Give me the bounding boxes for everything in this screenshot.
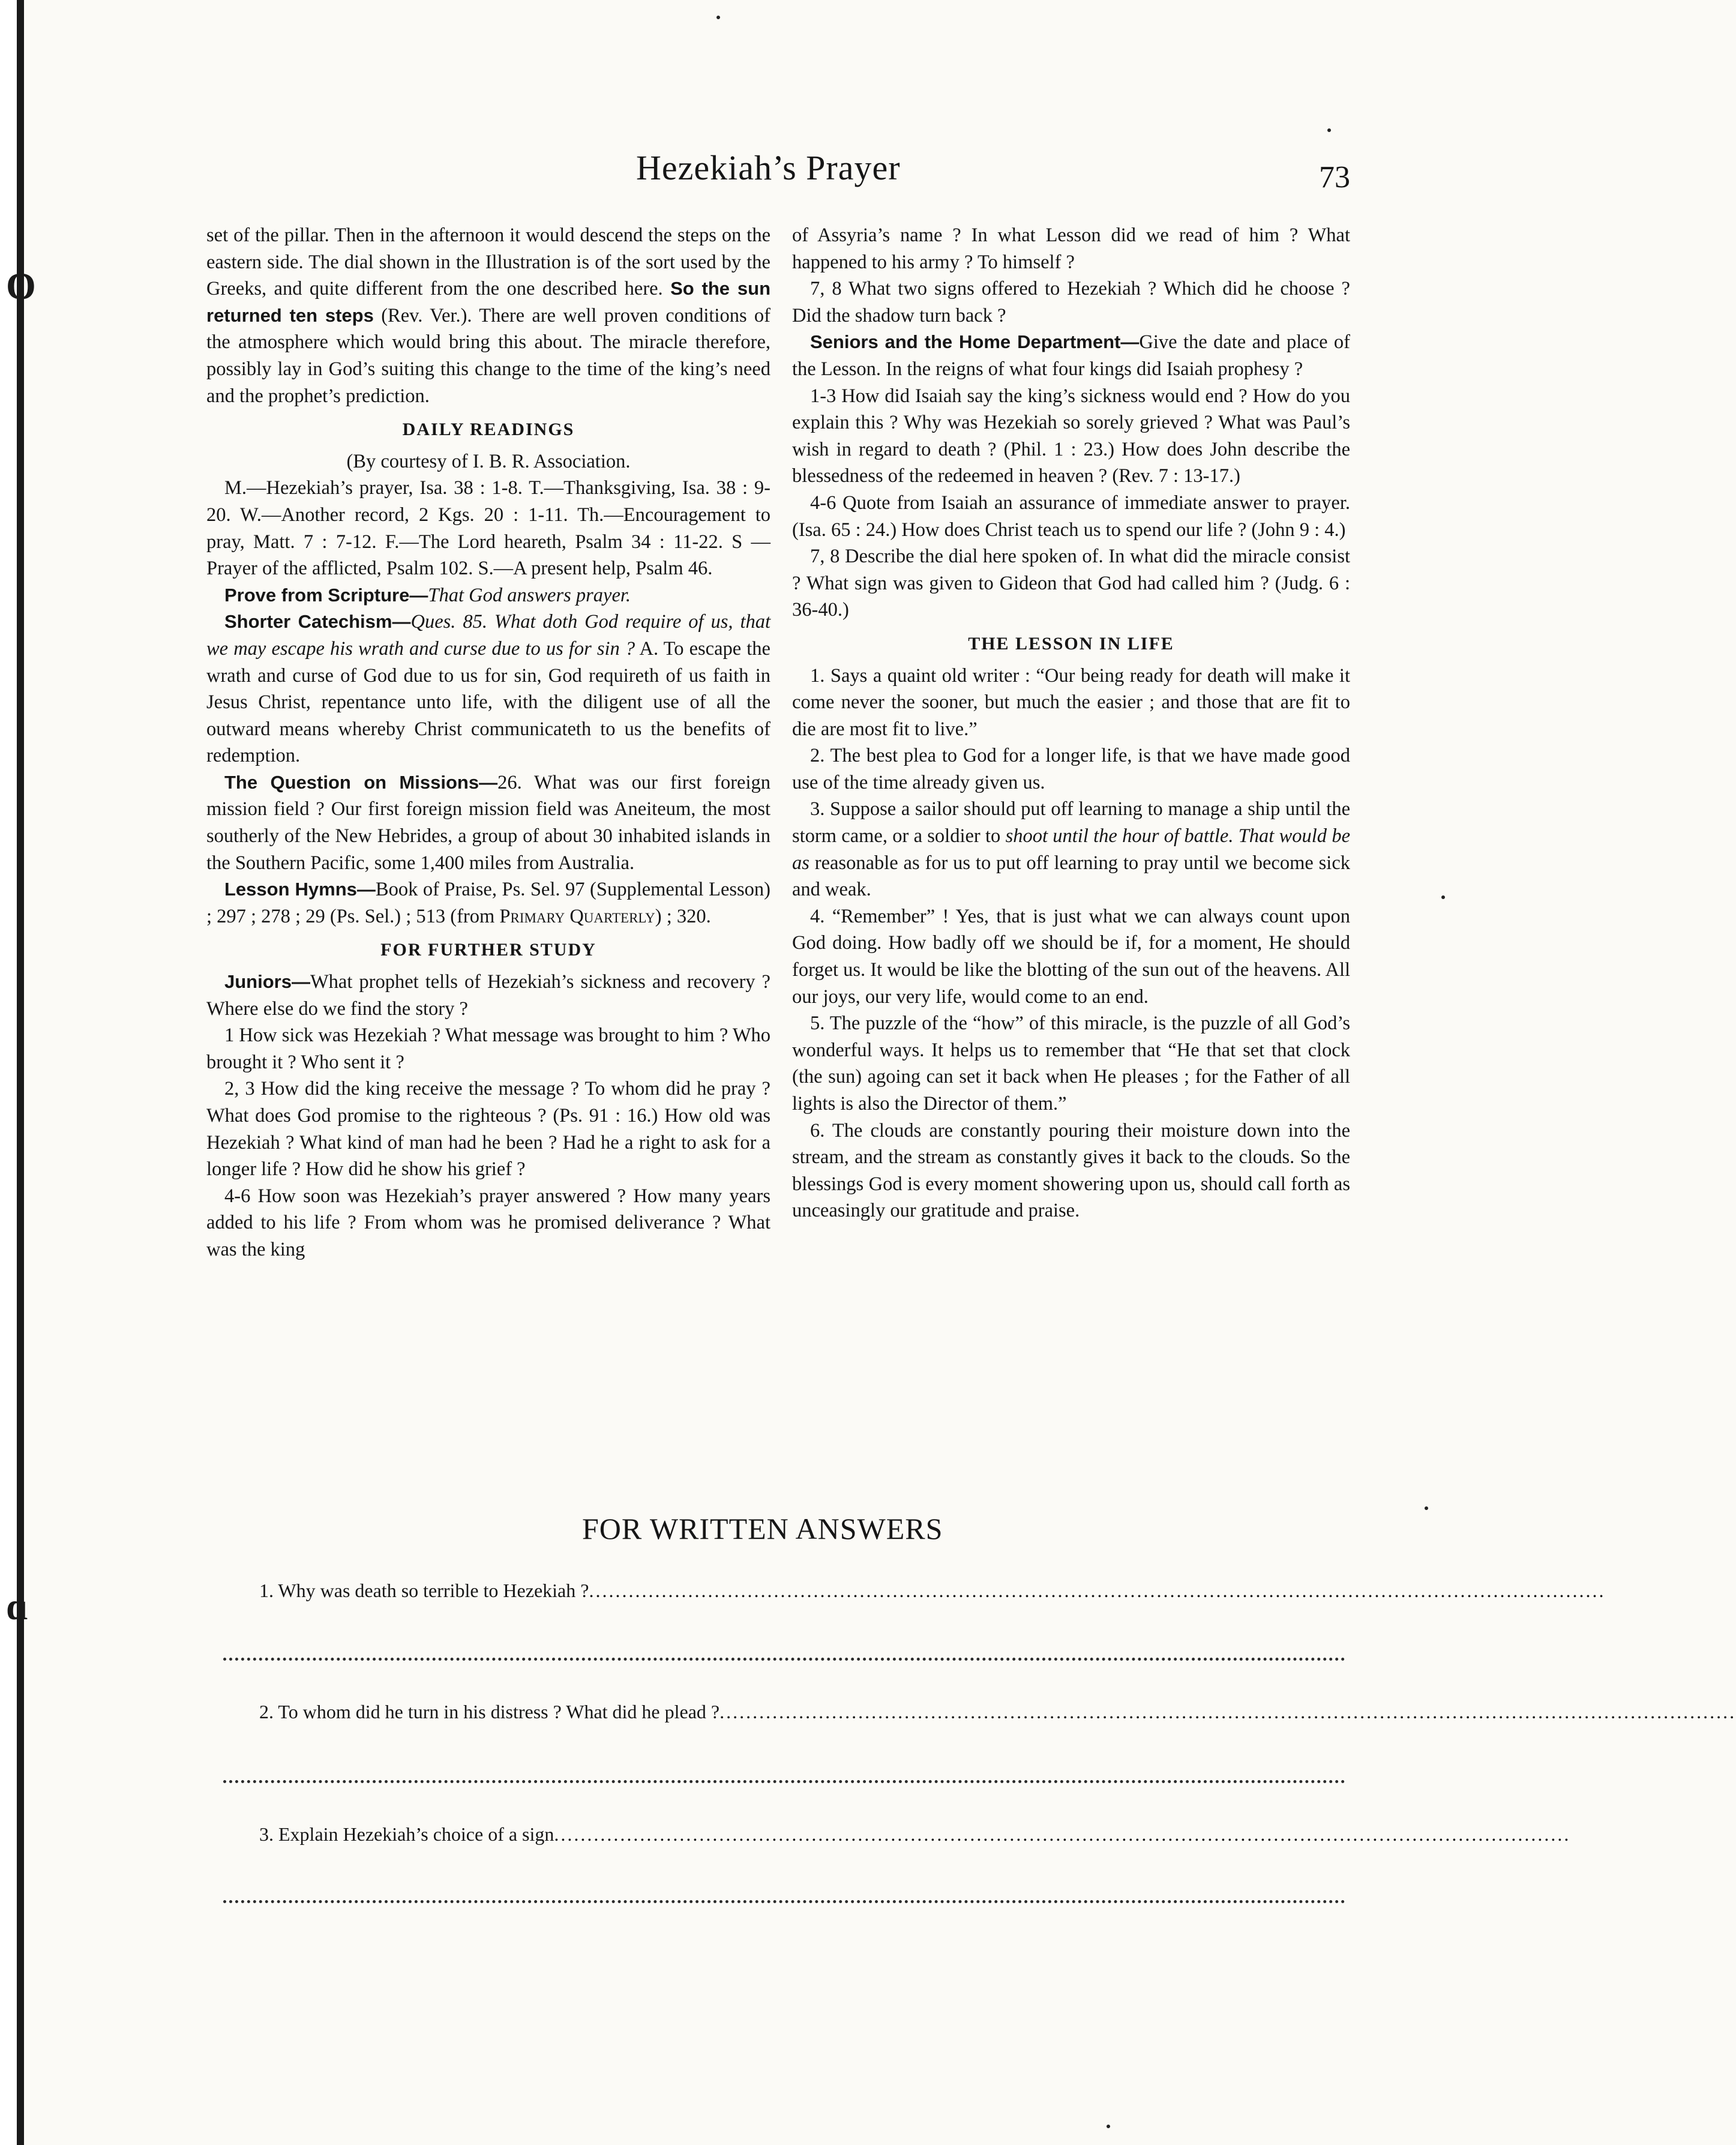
question-on-missions: The Question on Missions—26. What was our first foreign mission field ? Our first foreign mission field was Aneiteum, the most southerly of the New Hebrides, a group of about 30 inhabited islands in the Southern Pacific, some 1,400 miles from Australia. (206, 771, 770, 874)
seniors-question-7-8: 7, 8 Describe the dial here spoken of. In what did the miracle consist ? What sign was given to Gideon that God had called him ? (Judg. 6 : 36-40.) (792, 546, 1350, 621)
daily-readings-heading: DAILY READINGS (402, 420, 575, 440)
answer-line-1[interactable] (223, 1658, 1345, 1661)
shorter-catechism: Shorter Catechism—Ques. 85. What doth God require of us, that we may escape his wrath and curse due to us for sin ? A. To escape the wrath and curse of God due to us for sin, God requireth of us faith in Jesus Christ, repentance unto life, with the diligent use of all the outward means whereby Christ communicateth to us the benefits of redemption. (206, 611, 771, 767)
seniors-question-1-3: 1-3 How did Isaiah say the king’s sickness would end ? How do you explain this ? Why was Hezekiah so sorely grieved ? What was Paul’s wish in regard to death ? (Phil. 1 : 23.) How does John describe the blessedness of the redeemed in heaven ? (Rev. 7 : 13-17.) (792, 385, 1350, 487)
print-speck (1425, 1506, 1428, 1510)
prove-from-scripture: Prove from Scripture—That God answers prayer. (224, 584, 631, 606)
written-question-2: 2. To whom did he turn in his distress ? What did he plead ?.......................................................................................................................................................... (259, 1701, 1736, 1722)
print-speck (1441, 895, 1445, 899)
lesson-in-life-heading: THE LESSON IN LIFE (968, 633, 1174, 654)
left-column (206, 222, 770, 1263)
written-answers-heading: FOR WRITTEN ANSWERS (582, 1512, 943, 1545)
lesson-point-1: 1. Says a quaint old writer : “Our being ready for death will make it come never the sooner, but much the easier ; and those that are fit to die are most fit to live.” (792, 664, 1350, 740)
lesson-point-4: 4. “Remember” ! Yes, that is just what we can always count upon God doing. How badly off we should be if, for a moment, He should forget us. It would be like the blotting of the sun out of the heavens. All our joys, our very life, would come to an end. (792, 905, 1351, 1008)
answer-line-2[interactable] (223, 1780, 1345, 1783)
juniors-question-4-6: 4-6 How soon was Hezekiah’s prayer answered ? How many years added to his life ? From whom was he promised deliverance ? What was the king (206, 1185, 770, 1260)
page-binding-edge (0, 0, 36, 2145)
seniors-section: Seniors and the Home Department—Give the date and place of the Lesson. In the reigns of what four kings did Isaiah prophesy ? (792, 331, 1351, 380)
lesson-point-3: 3. Suppose a sailor should put off learning to manage a ship until the storm came, or a soldier to shoot until the hour of battle. That would be as reasonable as for us to put off learning to pray until we become sick and weak. (792, 798, 1351, 901)
binding-mark-top: ʘ (6, 265, 36, 307)
print-speck (716, 16, 720, 19)
juniors-question-2-3: 2, 3 How did the king receive the message ? To whom did he pray ? What does God promise to the righteous ? (Ps. 91 : 16.) How old was Hezekiah ? What kind of man had he been ? Had he a right to ask for a longer life ? How did he show his grief ? (206, 1078, 770, 1181)
page-number: 73 (1319, 160, 1350, 194)
juniors-section: Juniors—What prophet tells of Hezekiah’s sickness and recovery ? Where else do we find the story ? (206, 971, 770, 1020)
print-speck (1107, 2125, 1110, 2128)
daily-readings-credit: (By courtesy of I. B. R. Association. (346, 450, 631, 472)
lesson-point-2: 2. The best plea to God for a longer life, is that we have made good use of the time already given us. (792, 745, 1350, 793)
runin-sun-returned: So the sun returned ten steps (206, 278, 770, 326)
written-question-3: 3. Explain Hezekiah’s choice of a sign.......................................................................................................................................................... (259, 1823, 1571, 1845)
daily-readings-text: M.—Hezekiah’s prayer, Isa. 38 : 1-8. T.—Thanksgiving, Isa. 38 : 9-20. W.—Another record, 2 Kgs. 20 : 1-11. Th.—Encouragement to pray, Matt. 7 : 7-12. F.—The Lord heareth, Psalm 34 : 11-22. S —Prayer of the afflicted, Psalm 102. S.—A present help, Psalm 46. (206, 477, 770, 580)
print-speck (1327, 128, 1331, 132)
further-study-heading: FOR FURTHER STUDY (380, 940, 596, 960)
juniors-question-7-8: 7, 8 What two signs offered to Hezekiah ? Which did he choose ? Did the shadow turn back ? (792, 278, 1350, 326)
lesson-point-6: 6. The clouds are constantly pouring their moisture down into the stream, and the stream as constantly gives it back to the clouds. So the blessings God is every moment showering upon us, should call forth as unceasingly our gratitude and praise. (792, 1119, 1350, 1222)
lesson-point-5: 5. The puzzle of the “how” of this miracle, is the puzzle of all God’s wonderful ways. It helps us to remember that “He that set that clock (the sun) agoing can set it back when He pleases ; for the Father of all lights is also the Director of them.” (792, 1012, 1350, 1115)
binding-mark-bottom: ɑ (6, 1585, 28, 1628)
running-header-title: Hezekiah’s Prayer (636, 148, 901, 187)
paragraph-continued: set of the pillar. Then in the afternoon it would descend the steps on the eastern side. The dial shown in the Illustration is of the sort used by the Greeks, and quite different from the one described here. So the sun returned ten steps (Rev. Ver.). There are well proven conditions of the atmosphere which would bring this about. The miracle therefore, possibly lay in God’s suiting this change to the time of the king’s need and the prophet’s prediction. (206, 224, 771, 407)
seniors-question-4-6: 4-6 Quote from Isaiah an assurance of immediate answer to prayer. (Isa. 65 : 24.) How does Christ teach us to spend our life ? (John 9 : 4.) (792, 492, 1350, 541)
right-column (792, 222, 1350, 1224)
answer-line-3[interactable] (223, 1900, 1345, 1903)
lesson-hymns: Lesson Hymns—Book of Praise, Ps. Sel. 97 (Supplemental Lesson) ; 297 ; 278 ; 29 (Ps. Sel.) ; 513 (from Primary Quarterly) ; 320. (206, 879, 770, 927)
written-question-1: 1. Why was death so terrible to Hezekiah ?.......................................................................................................................................................... (259, 1580, 1606, 1601)
juniors-continued: of Assyria’s name ? In what Lesson did we read of him ? What happened to his army ? To himself ? (792, 224, 1350, 273)
juniors-question-1: 1 How sick was Hezekiah ? What message was brought to him ? Who brought it ? Who sent it ? (206, 1024, 770, 1073)
